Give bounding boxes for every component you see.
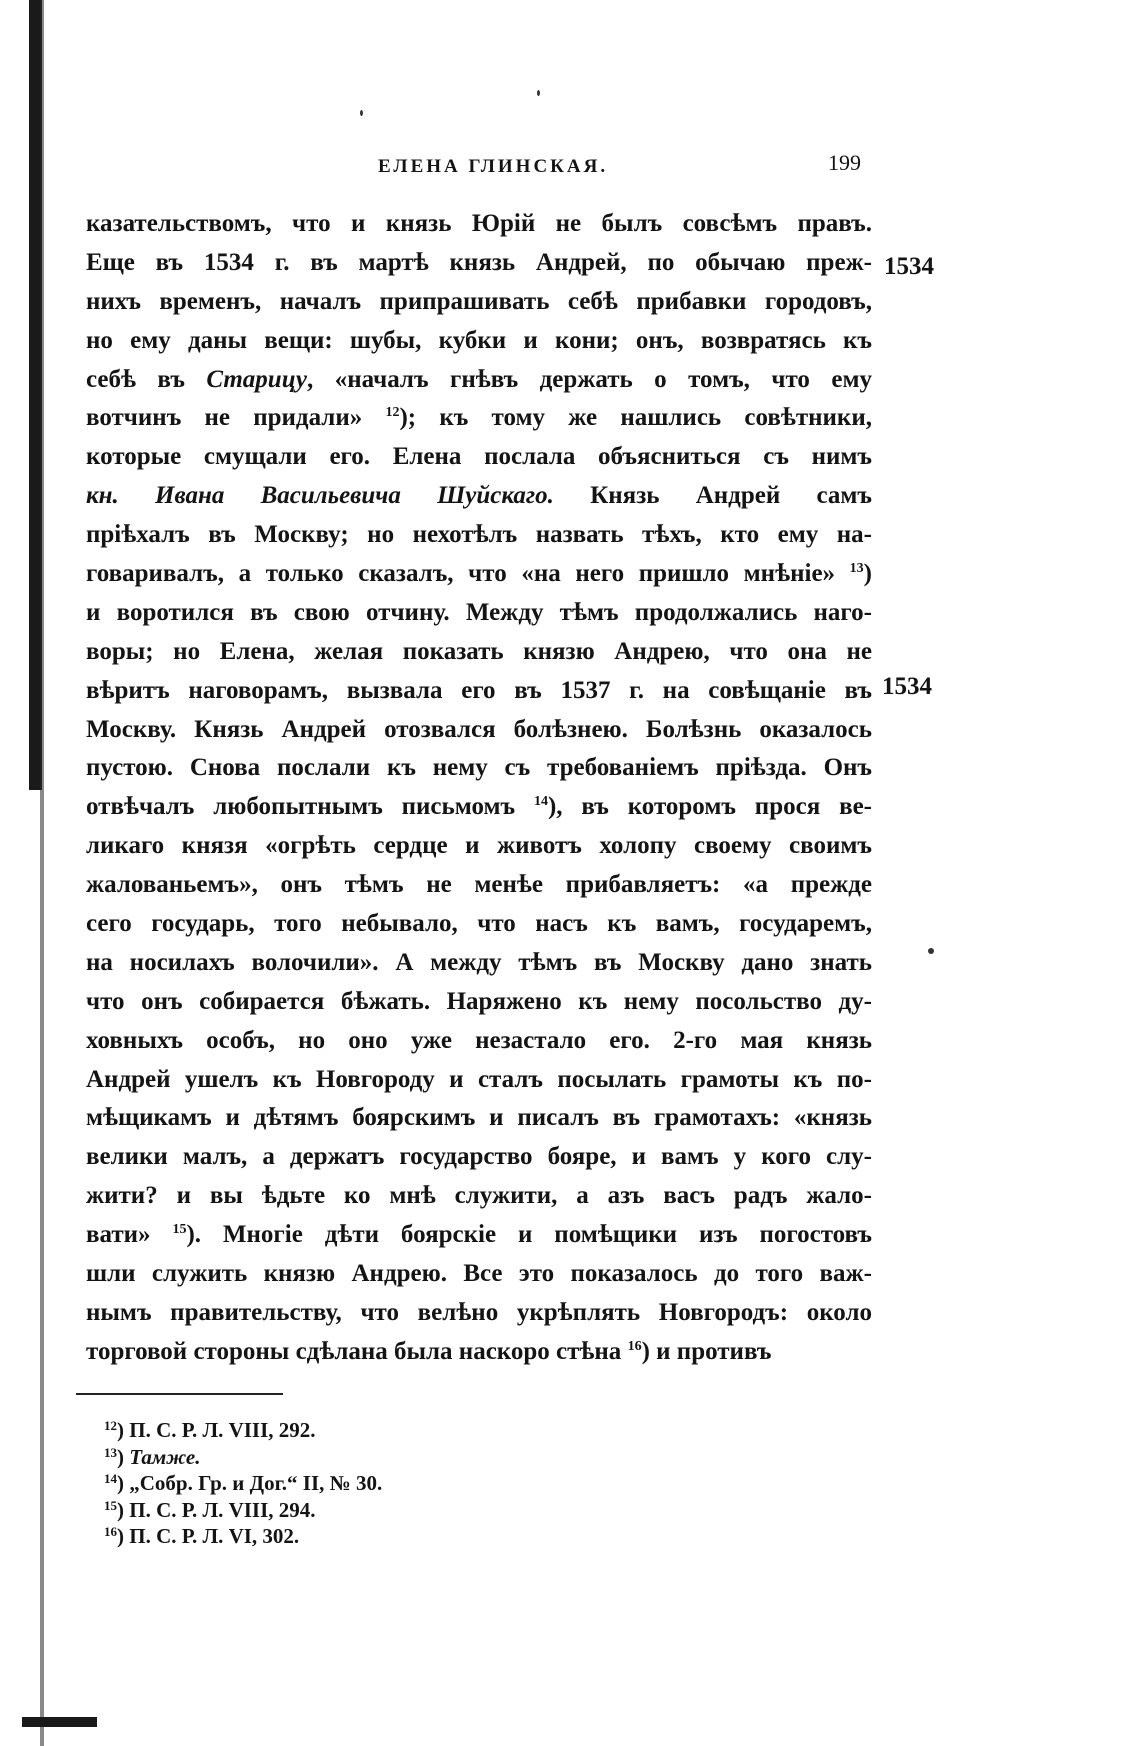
text-line: вати» $^{15}$). Многіе дѣти боярскіе и помѣщики изъ погостовъ [86, 1221, 872, 1249]
text-line: Андрей ушелъ къ Новгороду и сталъ посылать грамоты къ по- [86, 1065, 872, 1093]
text-line: пустою. Снова послали къ нему съ требованіемъ пріѣзда. Онъ [86, 754, 872, 782]
text-line: вѣритъ наговорамъ, вызвала его въ 1537 г. на совѣщаніе въ [86, 676, 872, 704]
text-line: жити? и вы ѣдьте ко мнѣ служити, а азъ васъ радъ жало- [86, 1182, 872, 1210]
footnote: $^{16}$) П. С. Р. Л. VI, 302. [104, 1524, 300, 1548]
text-line: на носилахъ волочили». А между тѣмъ въ Москву дано знать [86, 948, 872, 976]
footnote: $^{15}$) П. С. Р. Л. VIII, 294. [104, 1497, 316, 1522]
footnote: $^{14}$) „Собр. Гр. и Дог.“ II, № 30. [104, 1471, 383, 1495]
body-text [86, 205, 872, 1372]
footnote-ref: 14 [533, 794, 548, 810]
text-line: ликаго князя «огрѣть сердце и животъ холопу своему своимъ [86, 832, 872, 860]
text-line: Еще въ 1534 г. въ мартѣ князь Андрей, по обычаю преж- [86, 248, 872, 276]
page-number: 199 [828, 150, 861, 175]
scan-edge-line [40, 0, 44, 1746]
scan-bottom-mark [22, 1717, 97, 1727]
footnote-ref: 13 [849, 561, 864, 577]
italic-name: Старицу [206, 365, 308, 393]
text-line: но ему даны вещи: шубы, кубки и кони; онъ, возвратясь къ [86, 326, 872, 354]
footnote: $^{12}$) П. С. Р. Л. VIII, 292. [104, 1418, 316, 1442]
text-line: кн. Ивана Васильевича Шуйскаго. Князь Андрей самъ [86, 482, 872, 510]
text-line: нихъ временъ, началъ припрашивать себѣ прибавки городовъ, [86, 287, 872, 315]
text-line: что онъ собирается бѣжать. Наряжено къ нему посольство ду- [86, 987, 872, 1015]
footnote-ref: 16 [627, 1338, 642, 1354]
footnote-number: 12 [104, 1418, 117, 1433]
text-line: торговой стороны сдѣлана была наскоро стѣна $^{16}$) и противъ [86, 1337, 772, 1365]
footnote-number: 16 [104, 1524, 117, 1539]
scan-speck [360, 110, 363, 116]
footnote-ref: 15 [172, 1222, 187, 1238]
text-line: говаривалъ, а только сказалъ, что «на него пришло мнѣніе» $^{13}$) [86, 560, 872, 588]
footnotes [104, 1417, 604, 1550]
text-line: себѣ въ Старицу, «началъ гнѣвъ держать о томъ, что ему [86, 365, 872, 393]
text-line: велики малъ, а держатъ государство бояре, и вамъ у кого слу- [86, 1143, 872, 1171]
footnote-number: 13 [104, 1444, 117, 1460]
footnote-italic: Тамже. [129, 1444, 201, 1469]
text-line: казательствомъ, что и князь Юрій не былъ совсѣмъ правъ. [86, 210, 872, 237]
footnote: $^{13}$) Тамже. [104, 1444, 201, 1469]
text-line: и воротился въ свою отчину. Между тѣмъ продолжались наго- [86, 598, 872, 626]
scan-speck [928, 948, 934, 954]
text-line: отвѣчалъ любопытнымъ письмомъ $^{14}$), въ которомъ прося ве- [86, 793, 872, 821]
text-line: пріѣхалъ въ Москву; но нехотѣлъ назвать тѣхъ, кто ему на- [86, 521, 872, 549]
text-line: шли служить князю Андрею. Все это показалось до того важ- [86, 1260, 872, 1288]
text-line: ховныхъ особъ, но оно уже незастало его. 2-го мая князь [86, 1026, 872, 1054]
text-line: которые смущали его. Елена послала объясниться съ нимъ [86, 443, 872, 471]
margin-year: 1534 [882, 673, 932, 700]
margin-year: 1534 [884, 253, 934, 280]
italic-name: кн. Ивана Васильевича Шуйскаго. [86, 482, 554, 510]
scan-speck [537, 90, 540, 96]
text-line: жалованьемъ», онъ тѣмъ не менѣе прибавляетъ: «а прежде [86, 871, 872, 899]
text-line: сего государь, того небывало, что насъ къ вамъ, государемъ, [86, 910, 872, 938]
footnote-number: 15 [104, 1497, 117, 1513]
running-header: ЕЛЕНА ГЛИНСКАЯ. [378, 156, 609, 177]
footnote-divider [76, 1393, 283, 1395]
text-line: воры; но Елена, желая показать князю Андрею, что она не [86, 637, 872, 665]
footnote-ref: 12 [385, 405, 400, 421]
text-line: Москву. Князь Андрей отозвался болѣзнею. Болѣзнь оказалось [86, 715, 872, 743]
text-line: вотчинъ не придали» $^{12}$); къ тому же нашлись совѣтники, [86, 404, 872, 432]
text-line: мѣщикамъ и дѣтямъ боярскимъ и писалъ въ грамотахъ: «князь [86, 1104, 872, 1132]
footnote-number: 14 [104, 1471, 117, 1486]
text-line: нымъ правительству, что велѣно укрѣплять Новгородъ: около [86, 1298, 872, 1326]
